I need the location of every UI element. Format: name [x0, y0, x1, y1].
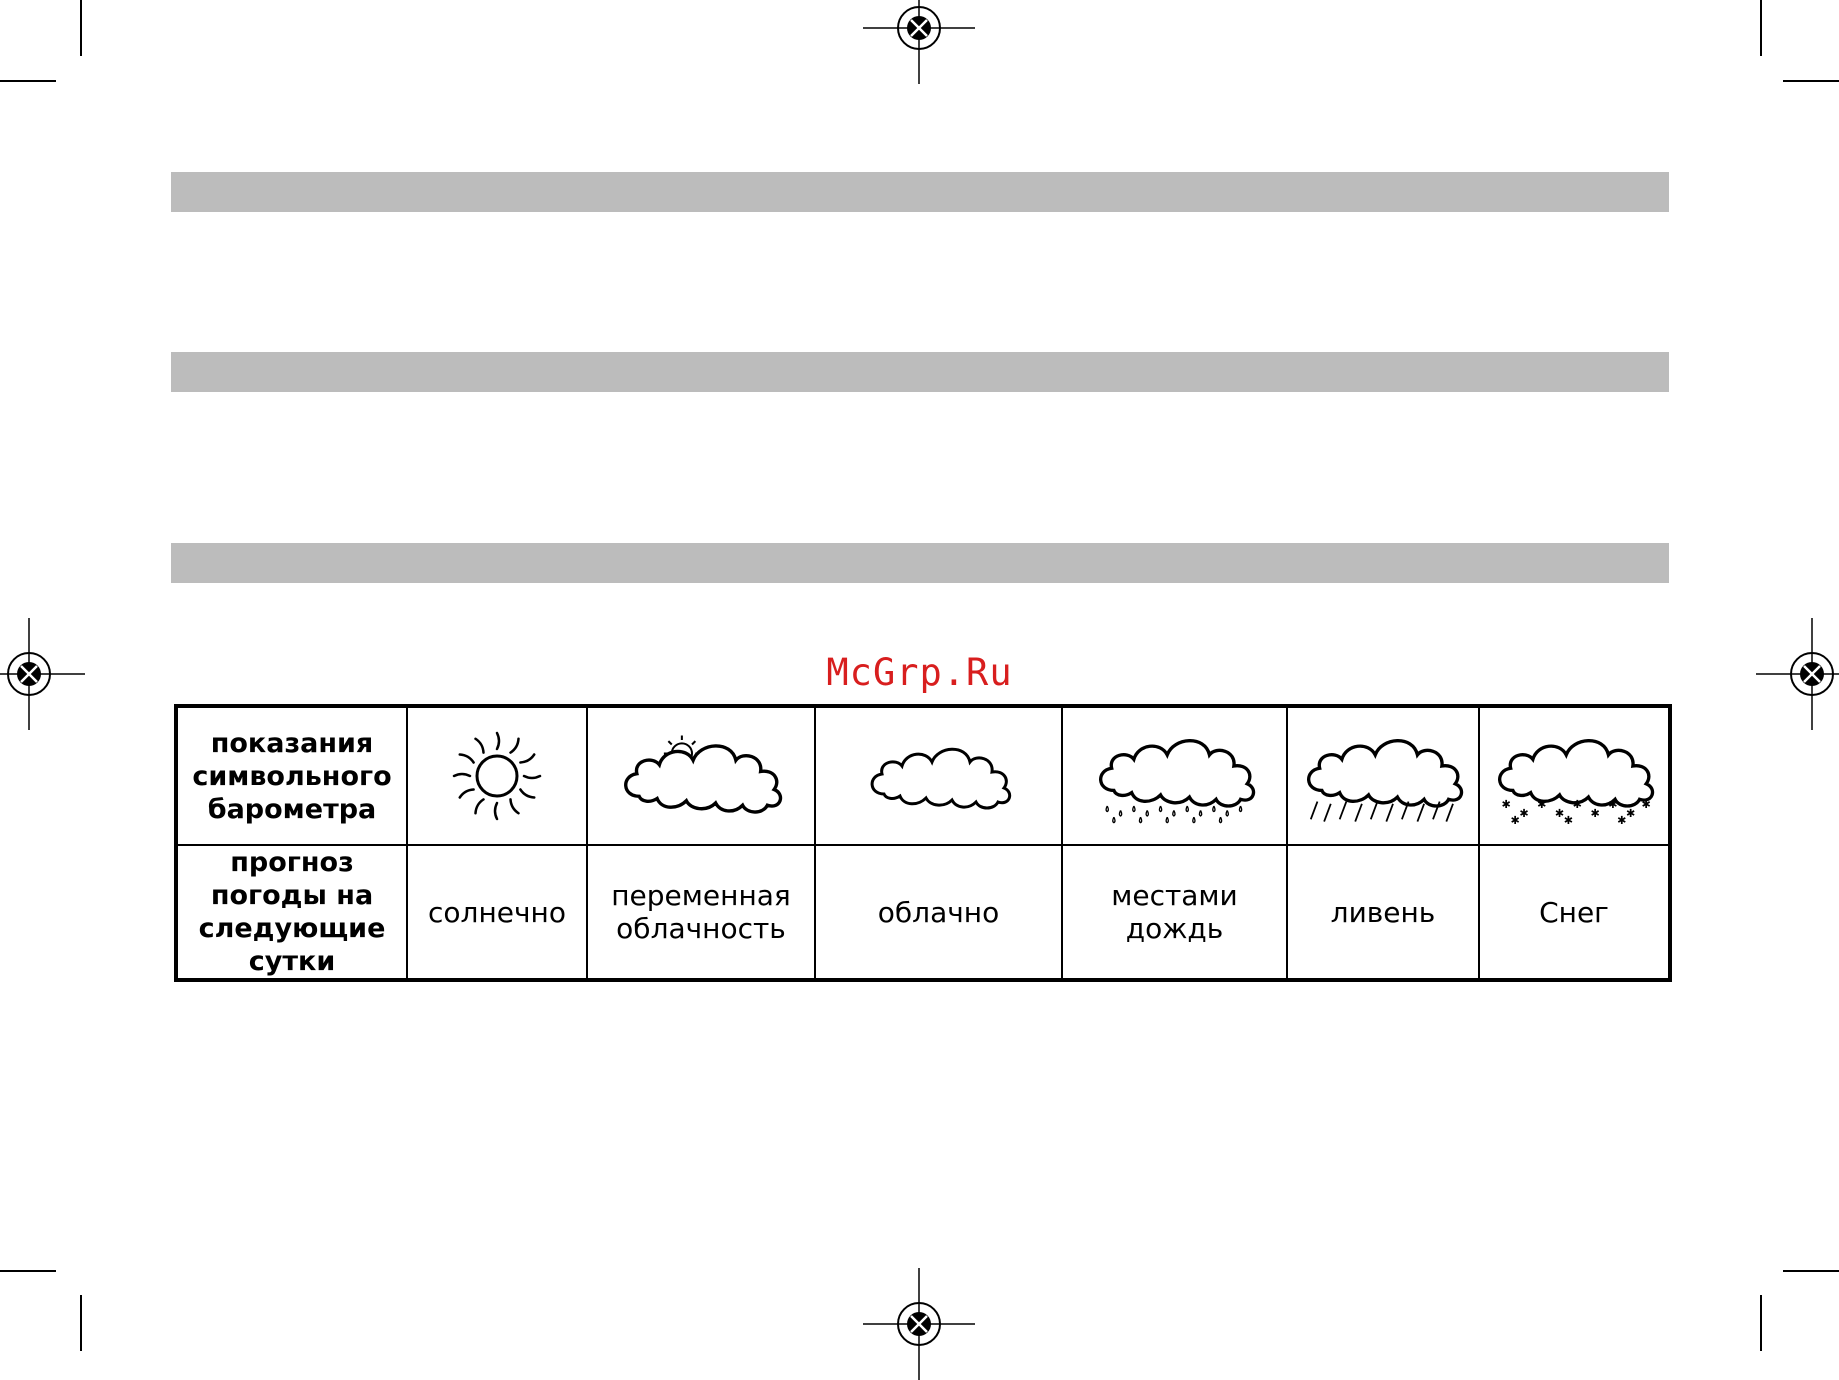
icon-cell-sunny: [407, 706, 587, 845]
forecast-row: [176, 845, 1670, 980]
crop-mark: [1760, 0, 1762, 56]
section-band: [171, 172, 1669, 212]
cloudy-icon: [841, 736, 1037, 816]
svg-text:✱: ✱: [1510, 813, 1520, 826]
forecast-label-sunny: солнечно: [407, 845, 587, 980]
crop-mark: [1783, 1270, 1839, 1272]
forecast-table: [174, 704, 1672, 982]
light-rain-icon: [1075, 726, 1275, 826]
svg-text:✱: ✱: [1563, 813, 1574, 826]
icon-cell-snow: [1479, 706, 1670, 845]
svg-text:✱: ✱: [1501, 798, 1511, 812]
barometer-row-label: показания символьного барометра: [176, 706, 407, 845]
forecast-label-partly-cloudy: переменная облачность: [587, 845, 815, 980]
forecast-label-snow: Снег: [1479, 845, 1670, 980]
registration-mark: [863, 1268, 975, 1380]
svg-text:✱: ✱: [1572, 798, 1582, 812]
svg-text:✱: ✱: [1590, 807, 1600, 821]
section-band: [171, 352, 1669, 392]
watermark-text: McGrp.Ru: [826, 651, 1013, 694]
forecast-label-heavy-rain: ливень: [1287, 845, 1479, 980]
crop-mark: [80, 0, 82, 56]
svg-text:✱: ✱: [1617, 813, 1627, 826]
barometer-row: [176, 706, 1670, 845]
crop-mark: [1760, 1295, 1762, 1351]
forecast-label-cloudy: облачно: [815, 845, 1062, 980]
crop-mark: [80, 1295, 82, 1351]
sun-icon: [447, 726, 547, 826]
partly-cloudy-icon: [601, 731, 801, 821]
forecast-label-light-rain: местами дождь: [1062, 845, 1287, 980]
icon-cell-partly-cloudy: [587, 706, 815, 845]
registration-mark: [863, 0, 975, 84]
snow-icon: [1484, 726, 1664, 826]
icon-cell-heavy-rain: [1287, 706, 1479, 845]
forecast-row-label: прогноз погоды на следующие сутки: [176, 845, 407, 980]
icon-cell-light-rain: [1062, 706, 1287, 845]
svg-text:✱: ✱: [1537, 798, 1547, 812]
svg-text:✱: ✱: [1608, 798, 1618, 812]
svg-text:✱: ✱: [1519, 807, 1529, 821]
heavy-rain-icon: [1295, 726, 1471, 826]
svg-text:✱: ✱: [1554, 807, 1565, 821]
section-band: [171, 543, 1669, 583]
crop-mark: [1783, 80, 1839, 82]
svg-text:✱: ✱: [1641, 798, 1651, 812]
svg-text:✱: ✱: [1626, 807, 1636, 821]
icon-cell-cloudy: [815, 706, 1062, 845]
crop-mark: [0, 80, 56, 82]
crop-mark: [0, 1270, 56, 1272]
